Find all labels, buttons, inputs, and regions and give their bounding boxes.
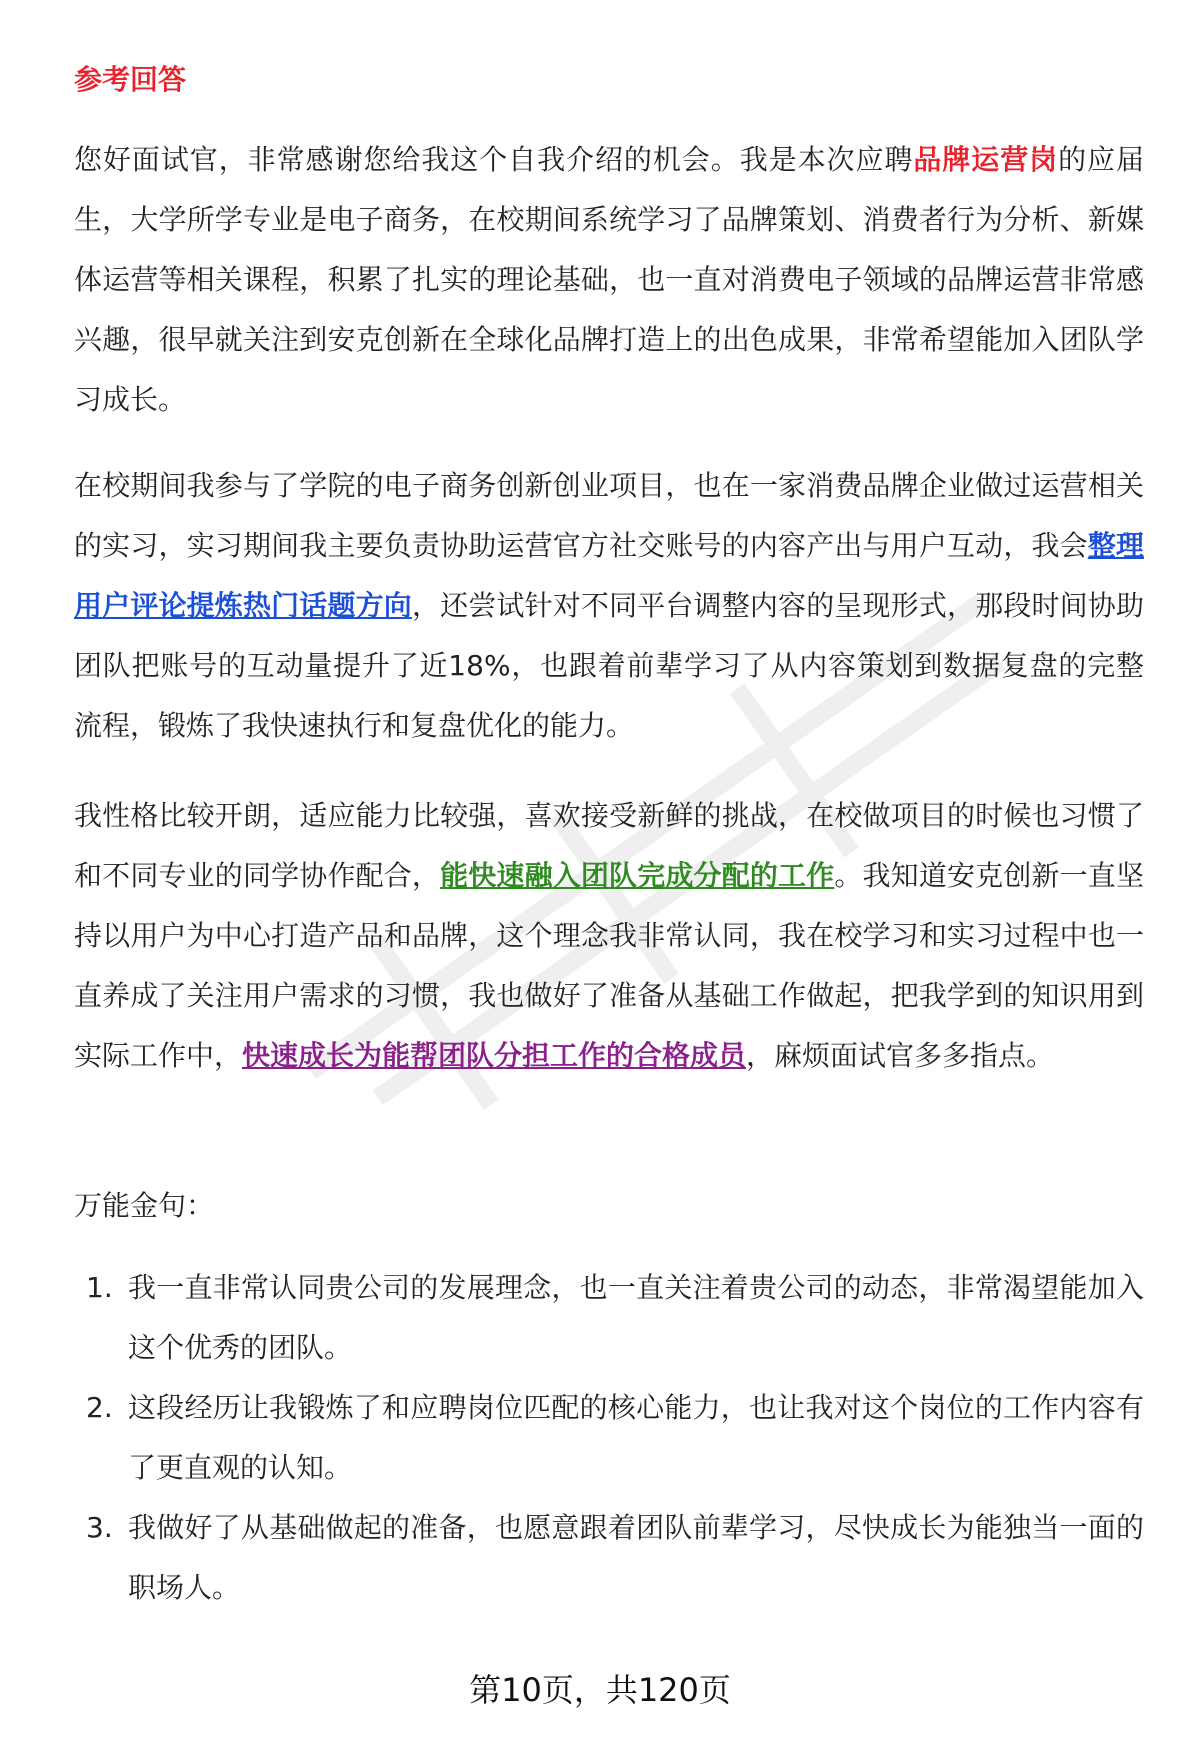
golden-sentences-list	[74, 1258, 1144, 1618]
list-item-text: 这段经历让我锻炼了和应聘岗位匹配的核心能力，也让我对这个岗位的工作内容有了更直观的认知。	[128, 1391, 1144, 1484]
experience-text-a: 在校期间我参与了学院的电子商务创新创业项目，也在一家消费品牌企业做过运营相关的实习，实习期间我主要负责协助运营官方社交账号的内容产出与用户互动，我会	[74, 469, 1144, 562]
personality-highlight-growth: 快速成长为能帮团队分担工作的合格成员	[242, 1039, 747, 1072]
list-item-text: 我一直非常认同贵公司的发展理念，也一直关注着贵公司的动态，非常渴望能加入这个优秀的团队。	[128, 1271, 1144, 1364]
personality-highlight-teamwork: 能快速融入团队完成分配的工作	[440, 859, 835, 892]
list-item-text: 我做好了从基础做起的准备，也愿意跟着团队前辈学习，尽快成长为能独当一面的职场人。	[128, 1511, 1144, 1604]
section-title: 参考回答	[74, 63, 187, 96]
intro-highlight-position: 品牌运营岗	[913, 143, 1059, 176]
experience-highlight: 整理用户评论提炼热门话题方向	[74, 529, 1144, 622]
list-item	[74, 1378, 1144, 1498]
experience-text-b: ，还尝试针对不同平台调整内容的呈现形式，那段时间协助团队把账号的互动量提升了近18%，也跟着前辈学习了从内容策划到数据复盘的完整流程，锻炼了我快速执行和复盘优化的能力。	[74, 589, 1144, 742]
list-item-number: 1.	[86, 1271, 113, 1304]
personality-text-a: 我性格比较开朗，适应能力比较强，喜欢接受新鲜的挑战，在校做项目的时候也习惯了和不同专业的同学协作配合，	[74, 799, 1144, 892]
page-number-footer: 第10页，共120页	[469, 1671, 731, 1709]
experience-paragraph	[74, 456, 1144, 756]
golden-sentences-heading: 万能金句：	[74, 1189, 215, 1222]
list-item-number: 3.	[86, 1511, 113, 1544]
personality-text-b: 。我知道安克创新一直坚持以用户为中心打造产品和品牌，这个理念我非常认同，我在校学习和实习过程中也一直养成了关注用户需求的习惯，我也做好了准备从基础工作做起，把我学到的知识用到实际工作中，	[74, 859, 1144, 1072]
personality-text-c: ，麻烦面试官多多指点。	[746, 1039, 1055, 1072]
intro-text-b: 的应届生，大学所学专业是电子商务，在校期间系统学习了品牌策划、消费者行为分析、新媒体运营等相关课程，积累了扎实的理论基础，也一直对消费电子领域的品牌运营非常感兴趣，很早就关注到安克创新在全球化品牌打造上的出色成果，非常希望能加入团队学习成长。	[74, 143, 1144, 416]
list-item	[74, 1498, 1144, 1618]
list-item-number: 2.	[86, 1391, 113, 1424]
intro-text-a: 您好面试官，非常感谢您给我这个自我介绍的机会。我是本次应聘	[74, 143, 914, 176]
intro-paragraph	[74, 130, 1144, 430]
personality-paragraph	[74, 786, 1144, 1086]
list-item	[74, 1258, 1144, 1378]
